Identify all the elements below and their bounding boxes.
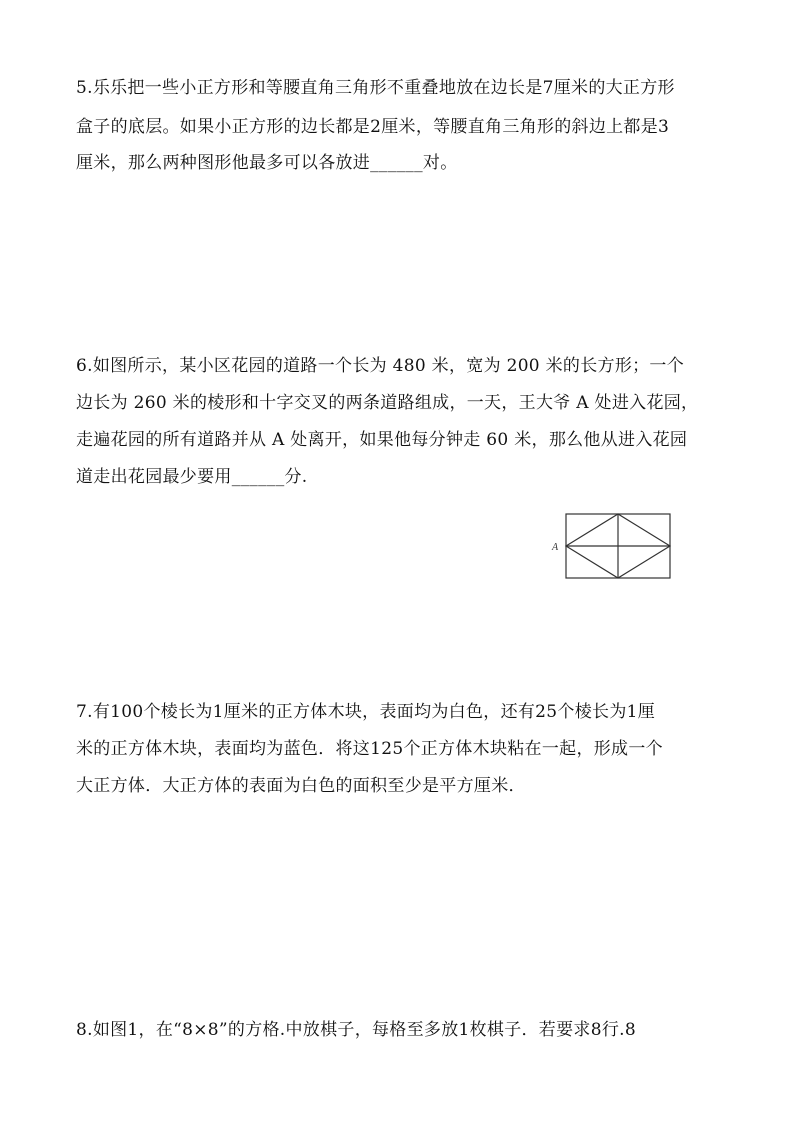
problem-5-line-1: 5.乐乐把一些小正方形和等腰直角三角形不重叠地放在边长是7厘米的大正方形 (76, 78, 675, 98)
problem-6-line-2: 边长为 260 米的棱形和十字交叉的两条道路组成，一天，王大爷 A 处进入花园， (76, 393, 699, 413)
garden-road-figure (548, 508, 678, 588)
problem-7-line-2: 米的正方体木块，表面均为蓝色．将这125个正方体木块粘在一起，形成一个 (76, 739, 663, 759)
problem-5-line-2: 盒子的底层。如果小正方形的边长都是2厘米，等腰直角三角形的斜边上都是3 (76, 117, 670, 137)
problem-7-line-3: 大正方体．大正方体的表面为白色的面积至少是平方厘米． (76, 776, 526, 796)
problem-6-line-4: 道走出花园最少要用______分. (76, 467, 308, 487)
problem-7-line-1: 7.有100个棱长为1厘米的正方体木块，表面均为白色，还有25个棱长为1厘 (76, 702, 656, 722)
problem-6-line-1: 6.如图所示，某小区花园的道路一个长为 480 米，宽为 200 米的长方形；一个 (76, 356, 685, 376)
problem-5-line-3: 厘米，那么两种图形他最多可以各放进______对。 (76, 153, 458, 173)
point-a-label: A (552, 542, 559, 553)
problem-6-line-3: 走遍花园的所有道路并从 A 处离开，如果他每分钟走 60 米，那么他从进入花园 (76, 430, 688, 450)
problem-8-line-1: 8.如图1，在“8×8”的方格.中放棋子，每格至多放1枚棋子．若要求8行.8 (76, 1020, 636, 1040)
